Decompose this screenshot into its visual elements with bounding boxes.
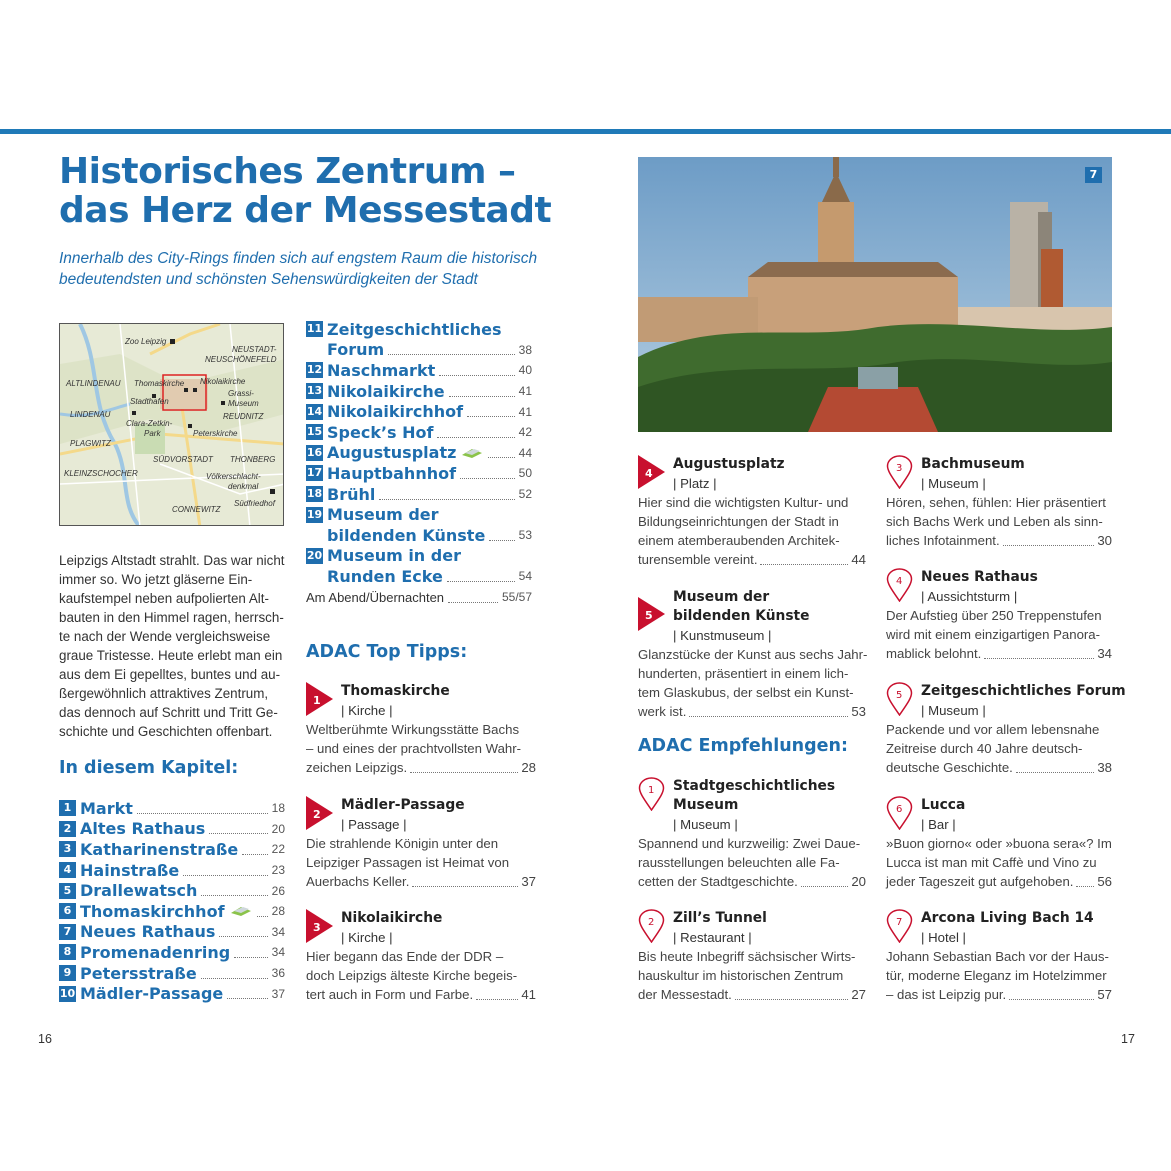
chapter-number: 14 xyxy=(306,404,323,418)
map-label-clara-1: Clara-Zetkin- xyxy=(126,419,173,428)
recommendation-marker-icon xyxy=(886,909,913,943)
leader-dots xyxy=(1016,771,1095,773)
chapter-item[interactable] xyxy=(306,401,532,422)
tip-desc-line: sich Bachs Werk und Leben als sinn- xyxy=(886,514,1103,529)
tip-category: | Hotel | xyxy=(921,930,966,945)
map-label-suedvorstadt: SÜDVORSTADT xyxy=(153,455,213,464)
title-line-1: Historisches Zentrum – xyxy=(59,151,516,192)
chapter-number: 9 xyxy=(59,965,76,981)
map-label-thonberg: THONBERG xyxy=(230,455,276,464)
chapter-name: Petersstraße xyxy=(80,963,197,983)
top-tip-number: 5 xyxy=(645,609,653,622)
tip-desc-line: tem Glaskubus, der selbst ein Kunst- xyxy=(638,685,854,700)
tip-page: 57 xyxy=(1097,987,1112,1002)
map-label-suedfriedhof: Südfriedhof xyxy=(234,499,275,508)
recommendation-1[interactable] xyxy=(638,777,866,891)
leader-dots xyxy=(183,865,267,876)
leader-dots xyxy=(489,530,514,541)
chapter-page: 52 xyxy=(518,487,532,502)
recommendations-heading: ADAC Empfehlungen: xyxy=(638,736,848,756)
recommendation-number: 4 xyxy=(896,576,903,587)
city-hall-photo xyxy=(638,157,1112,432)
tip-page: 37 xyxy=(521,874,536,889)
tip-desc-line: Bildungseinrichtungen der Stadt in xyxy=(638,514,839,529)
tip-desc-line: hunderten, präsentiert in einem lich- xyxy=(638,666,849,681)
map-label-neustadt: NEUSTADT- xyxy=(232,345,277,354)
tip-desc-line: rausstellungen beleuchten alle Fa- xyxy=(638,855,840,870)
chapter-item[interactable] xyxy=(59,798,285,819)
chapter-name: Zeitgeschichtliches xyxy=(327,319,502,339)
chapter-item[interactable] xyxy=(59,880,285,901)
tip-desc-line: Glanzstücke der Kunst aus sechs Jahr- xyxy=(638,647,868,662)
tip-name: Nikolaikirche xyxy=(341,910,443,926)
tip-desc-line: tür, moderne Eleganz im Hotelzimmer xyxy=(886,968,1107,983)
chapter-number: 16 xyxy=(306,445,323,459)
chapter-page: 18 xyxy=(271,801,285,816)
page-number-left: 16 xyxy=(38,1032,52,1046)
top-tip-marker-icon xyxy=(306,909,333,943)
photo-illustration xyxy=(638,157,1112,432)
evening-label: Am Abend/Übernachten xyxy=(306,589,445,605)
tip-page: 27 xyxy=(851,987,866,1002)
tip-page: 44 xyxy=(851,552,866,567)
tip-desc-line: »Buon giorno« oder »buona sera«? Im xyxy=(886,836,1112,851)
tip-name: Neues Rathaus xyxy=(921,569,1038,585)
top-tip-number: 2 xyxy=(313,808,321,821)
chapter-page: 37 xyxy=(271,986,285,1001)
chapter-page: 36 xyxy=(271,966,285,981)
intro-line: kaufstempel neben aufpolierten Alt- xyxy=(59,591,269,606)
intro-line: Leipzigs Altstadt strahlt. Das war nicht xyxy=(59,553,285,568)
chapter-page: 34 xyxy=(271,924,285,939)
tip-desc-line: Leipziger Passagen ist Heimat von xyxy=(306,855,510,870)
tip-desc-line: Hören, sehen, fühlen: Hier präsentiert xyxy=(886,495,1106,510)
photo-number-badge: 7 xyxy=(1085,167,1102,183)
intro-line: das dennoch auf Schritt und Tritt Ge- xyxy=(59,705,278,720)
chapter-item[interactable] xyxy=(59,819,285,840)
tip-page: 38 xyxy=(1097,760,1112,775)
leader-dots xyxy=(476,998,518,1000)
tip-desc-line: Johann Sebastian Bach vor der Haus- xyxy=(886,949,1109,964)
tip-desc-line: doch Leipzigs älteste Kirche begeis- xyxy=(306,968,518,983)
top-tip-2[interactable] xyxy=(306,796,536,891)
top-tip-4[interactable] xyxy=(638,455,866,569)
chapter-item[interactable] xyxy=(59,942,285,963)
chapter-item[interactable] xyxy=(59,839,285,860)
intro-line: bauten in den Himmel ragen, herrsch- xyxy=(59,610,284,625)
tip-category: | Kirche | xyxy=(341,930,393,945)
tip-category: | Museum | xyxy=(921,476,986,491)
top-tip-number: 1 xyxy=(313,694,321,707)
chapter-name: Nikolaikirchhof xyxy=(327,402,464,422)
recommendation-number: 7 xyxy=(896,917,903,928)
leader-dots xyxy=(201,968,268,979)
tip-desc-line: Weltberühmte Wirkungsstätte Bachs xyxy=(306,722,520,737)
leader-dots xyxy=(437,427,514,438)
recommendation-2[interactable] xyxy=(638,909,866,1004)
recommendation-4[interactable] xyxy=(886,568,1112,663)
tip-page: 56 xyxy=(1097,874,1112,889)
tip-category: | Platz | xyxy=(673,476,717,491)
leader-dots xyxy=(137,803,268,814)
chapter-item[interactable] xyxy=(306,484,532,505)
chapter-page: 26 xyxy=(271,883,285,898)
leader-dots xyxy=(209,823,267,834)
tip-name: Arcona Living Bach 14 xyxy=(921,910,1094,926)
tip-desc-line: Die strahlende Königin unter den xyxy=(306,836,499,851)
intro-line: immer so. Wo jetzt gläserne Ein- xyxy=(59,572,253,587)
chapter-name: Speck’s Hof xyxy=(327,422,434,442)
intro-text xyxy=(59,551,285,741)
evening-page: 55/57 xyxy=(501,590,532,605)
recommendation-number: 6 xyxy=(896,804,903,815)
top-tip-marker-icon xyxy=(306,682,333,716)
tip-name: bildenden Künste xyxy=(673,608,810,624)
chapter-item[interactable] xyxy=(59,860,285,881)
leader-dots xyxy=(449,386,515,397)
tip-desc-line: – und eines der prachtvollsten Wahr- xyxy=(306,741,522,756)
leader-dots xyxy=(257,906,268,917)
tip-name: Mädler-Passage xyxy=(341,797,465,813)
chapter-page: 28 xyxy=(271,904,285,919)
recommendation-7[interactable] xyxy=(886,909,1112,1004)
chapter-name: Nikolaikirche xyxy=(327,381,445,401)
tip-desc-line: Bis heute Inbegriff sächsischer Wirts- xyxy=(638,949,856,964)
map-label-altlindenau: ALTLINDENAU xyxy=(66,379,121,388)
chapter-name: Hainstraße xyxy=(80,860,180,880)
leader-dots xyxy=(448,592,498,603)
chapter-name: Drallewatsch xyxy=(80,881,198,901)
chapter-name: Promenadenring xyxy=(80,942,231,962)
top-tip-number: 3 xyxy=(313,921,321,934)
chapter-number: 11 xyxy=(306,322,323,336)
chapter-name: Mädler-Passage xyxy=(80,984,224,1004)
tip-desc-line: werk ist. xyxy=(638,704,687,719)
chapter-number: 15 xyxy=(306,425,323,439)
chapter-item[interactable] xyxy=(59,983,285,1004)
top-tip-marker-icon xyxy=(306,796,333,830)
chapter-page: 41 xyxy=(518,404,532,419)
map-label-voelker-1: Völkerschlacht- xyxy=(206,472,261,481)
chapter-name: Augustusplatz xyxy=(327,443,457,463)
chapter-list-1 xyxy=(59,798,285,1004)
leader-dots xyxy=(410,771,518,773)
recommendation-number: 3 xyxy=(896,463,903,474)
leader-dots xyxy=(379,489,514,500)
chapter-page: 23 xyxy=(271,863,285,878)
map-label-plagwitz: PLAGWITZ xyxy=(70,439,111,448)
chapter-number: 17 xyxy=(306,466,323,480)
top-tips-heading: ADAC Top Tipps: xyxy=(306,642,468,662)
tip-desc-line: Lucca ist man mit Caffè und Vino zu xyxy=(886,855,1097,870)
tip-name: Museum xyxy=(673,797,739,813)
walking-tour-icon xyxy=(229,905,253,917)
chapter-item-cont[interactable] xyxy=(306,340,532,361)
chapter-number: 12 xyxy=(306,363,323,377)
top-tip-marker-icon xyxy=(638,455,665,489)
chapter-item[interactable] xyxy=(306,360,532,381)
subtitle-line-2: bedeutendsten und schönsten Sehenswürdigkeiten der Stadt xyxy=(59,271,478,288)
recommendation-marker-icon xyxy=(886,455,913,489)
leader-dots xyxy=(219,926,267,937)
chapter-name: Museum der xyxy=(327,505,439,525)
leader-dots xyxy=(447,571,515,582)
chapter-page: 22 xyxy=(271,842,285,857)
chapter-item-cont[interactable] xyxy=(306,566,532,587)
leader-dots xyxy=(467,406,515,417)
tip-desc-line: Auerbachs Keller. xyxy=(306,874,410,889)
tip-desc-line: Hier begann das Ende der DDR – xyxy=(306,949,504,964)
map-label-grassi-1: Grassi- xyxy=(228,389,254,398)
chapter-heading: In diesem Kapitel: xyxy=(59,758,239,778)
chapter-page: 54 xyxy=(518,569,532,584)
chapter-number: 7 xyxy=(59,924,76,940)
chapter-name: Thomaskirchhof xyxy=(80,901,225,921)
chapter-number: 5 xyxy=(59,883,76,899)
leader-dots xyxy=(488,447,514,458)
tip-name: Augustusplatz xyxy=(673,456,785,472)
tip-page: 28 xyxy=(521,760,536,775)
tip-name: Lucca xyxy=(921,797,966,813)
leader-dots xyxy=(234,947,267,958)
map-label-lindenau: LINDENAU xyxy=(70,410,111,419)
tip-desc-line: Hier sind die wichtigsten Kultur- und xyxy=(638,495,849,510)
tip-category: | Aussichtsturm | xyxy=(921,589,1018,604)
map-label-peterskirche: Peterskirche xyxy=(193,429,238,438)
intro-line: ßergewöhnlich attraktives Zentrum, xyxy=(59,686,269,701)
leader-dots xyxy=(388,344,514,355)
tip-desc-line: wird mit einem einzigartigen Panora- xyxy=(886,627,1101,642)
leader-dots xyxy=(201,885,267,896)
top-tip-3[interactable] xyxy=(306,909,536,1004)
map-label-voelker-2: denkmal xyxy=(228,482,259,491)
chapter-page: 44 xyxy=(518,445,532,460)
top-tip-marker-icon xyxy=(638,597,665,631)
chapter-name: Runden Ecke xyxy=(327,566,443,586)
recommendation-marker-icon xyxy=(886,568,913,602)
chapter-number: 20 xyxy=(306,548,323,562)
tip-desc-line: mablick belohnt. xyxy=(886,646,982,661)
title-line-2: das Herz der Messestadt xyxy=(59,190,552,231)
chapter-item[interactable] xyxy=(306,381,532,402)
chapter-page: 53 xyxy=(518,528,532,543)
recommendation-marker-icon xyxy=(886,682,913,716)
chapter-name: bildenden Künste xyxy=(327,525,486,545)
tip-page: 53 xyxy=(851,704,866,719)
map-label-kleinzschocher: KLEINZSCHOCHER xyxy=(64,469,138,478)
tip-desc-line: turensemble vereint. xyxy=(638,552,758,567)
leader-dots xyxy=(735,998,849,1000)
map-label-grassi-2: Museum xyxy=(228,399,259,408)
tip-page: 41 xyxy=(521,987,536,1002)
chapter-name: Hauptbahnhof xyxy=(327,463,457,483)
map-label-clara-2: Park xyxy=(144,429,161,438)
recommendation-number: 1 xyxy=(648,785,655,796)
intro-line: graue Tristesse. Heute erlebt man ein xyxy=(59,648,283,663)
recommendation-number: 5 xyxy=(896,690,903,701)
tip-category: | Museum | xyxy=(673,817,738,832)
recommendation-number: 2 xyxy=(648,917,655,928)
chapter-page: 34 xyxy=(271,945,285,960)
chapter-name: Katharinenstraße xyxy=(80,839,239,859)
evening-item[interactable] xyxy=(306,587,532,608)
map-label-nikolaikirche: Nikolaikirche xyxy=(200,377,246,386)
map-label-neuschoenefeld: NEUSCHÖNEFELD xyxy=(205,355,277,364)
leader-dots xyxy=(689,715,848,717)
tip-desc-line: deutsche Geschichte. xyxy=(886,760,1013,775)
leader-dots xyxy=(801,885,849,887)
map-label-stadthafen: Stadthafen xyxy=(130,397,169,406)
chapter-name: Brühl xyxy=(327,484,376,504)
leader-dots xyxy=(412,885,518,887)
top-tip-5[interactable] xyxy=(638,588,866,721)
tip-name: Thomaskirche xyxy=(341,683,450,699)
recommendation-marker-icon xyxy=(638,909,665,943)
recommendation-5[interactable] xyxy=(886,682,1126,777)
chapter-item[interactable] xyxy=(59,963,285,984)
chapter-item[interactable] xyxy=(306,546,532,567)
leader-dots xyxy=(1009,998,1094,1000)
chapter-page: 41 xyxy=(518,384,532,399)
tip-category: | Kirche | xyxy=(341,703,393,718)
chapter-page: 50 xyxy=(518,466,532,481)
tip-desc-line: Spannend und kurzweilig: Zwei Daue- xyxy=(638,836,861,851)
chapter-number: 13 xyxy=(306,384,323,398)
chapter-name: Naschmarkt xyxy=(327,360,436,380)
chapter-name: Altes Rathaus xyxy=(80,819,206,839)
chapter-page: 20 xyxy=(271,821,285,836)
chapter-item[interactable] xyxy=(59,922,285,943)
intro-line: schichte und Geschichten offenbart. xyxy=(59,724,273,739)
tip-name: Museum der xyxy=(673,589,770,605)
walking-tour-icon xyxy=(460,447,484,459)
chapter-item[interactable] xyxy=(306,319,532,340)
tip-desc-line: Der Aufstieg über 250 Treppenstufen xyxy=(886,608,1102,623)
recommendation-marker-icon xyxy=(886,796,913,830)
chapter-page: 42 xyxy=(518,425,532,440)
chapter-number: 3 xyxy=(59,841,76,857)
tip-name: Zill’s Tunnel xyxy=(673,910,767,926)
leader-dots xyxy=(439,365,514,376)
leader-dots xyxy=(227,988,267,999)
chapter-number: 18 xyxy=(306,487,323,501)
chapter-number: 2 xyxy=(59,821,76,837)
chapter-number: 19 xyxy=(306,507,323,521)
chapter-name: Forum xyxy=(327,340,385,360)
tip-desc-line: tert auch in Form und Farbe. xyxy=(306,987,474,1002)
chapter-number: 6 xyxy=(59,903,76,919)
tip-desc-line: liches Infotainment. xyxy=(886,533,1000,548)
top-accent-bar xyxy=(0,129,1171,134)
chapter-item[interactable] xyxy=(306,422,532,443)
chapter-page: 38 xyxy=(518,342,532,357)
city-map xyxy=(59,323,284,526)
intro-line: te nach der Wende vergleichsweise xyxy=(59,629,271,644)
leader-dots xyxy=(984,657,1094,659)
chapter-item[interactable] xyxy=(59,901,285,922)
chapter-item-cont[interactable] xyxy=(306,525,532,546)
tip-desc-line: cetten der Stadtgeschichte. xyxy=(638,874,798,889)
chapter-list-2 xyxy=(306,319,532,607)
chapter-number: 4 xyxy=(59,862,76,878)
page-subtitle xyxy=(59,248,559,290)
tip-name: Bachmuseum xyxy=(921,456,1025,472)
map-label-reudnitz: REUDNITZ xyxy=(223,412,264,421)
page-title xyxy=(59,152,579,230)
chapter-item[interactable] xyxy=(306,504,532,525)
chapter-item[interactable] xyxy=(306,443,532,464)
chapter-number: 8 xyxy=(59,944,76,960)
intro-line: aus dem Ei gepelltes, buntes und au- xyxy=(59,667,281,682)
tip-desc-line: zeichen Leipzigs. xyxy=(306,760,408,775)
tip-desc-line: Packende und vor allem lebensnahe xyxy=(886,722,1100,737)
chapter-number: 10 xyxy=(59,986,76,1000)
chapter-name: Museum in der xyxy=(327,546,461,566)
map-label-zoo: Zoo Leipzig xyxy=(125,337,167,346)
leader-dots xyxy=(1003,544,1095,546)
tip-category: | Restaurant | xyxy=(673,930,752,945)
recommendation-marker-icon xyxy=(638,777,665,811)
tip-desc-line: der Messestadt. xyxy=(638,987,732,1002)
top-tip-number: 4 xyxy=(645,467,653,480)
leader-dots xyxy=(760,563,848,565)
leader-dots xyxy=(1076,885,1094,887)
recommendation-3[interactable] xyxy=(886,455,1112,550)
tip-category: | Kunstmuseum | xyxy=(673,628,772,643)
map-label-connewitz: CONNEWITZ xyxy=(172,505,221,514)
tip-desc-line: – das ist Leipzig pur. xyxy=(886,987,1007,1002)
tip-desc-line: Zeitreise durch 40 Jahre deutsch- xyxy=(886,741,1083,756)
tip-page: 30 xyxy=(1097,533,1112,548)
chapter-number: 1 xyxy=(59,800,76,816)
top-tip-1[interactable] xyxy=(306,682,536,777)
leader-dots xyxy=(242,844,267,855)
leader-dots xyxy=(460,468,515,479)
chapter-item[interactable] xyxy=(306,463,532,484)
tip-desc-line: hauskultur im historischen Zentrum xyxy=(638,968,844,983)
map-label-thomaskirche: Thomaskirche xyxy=(134,379,185,388)
tip-desc-line: einem atemberaubenden Architek- xyxy=(638,533,840,548)
tip-category: | Bar | xyxy=(921,817,956,832)
chapter-name: Neues Rathaus xyxy=(80,922,216,942)
tip-desc-line: jeder Tageszeit gut aufgehoben. xyxy=(886,874,1074,889)
tip-name: Stadtgeschichtliches xyxy=(673,778,836,794)
subtitle-line-1: Innerhalb des City-Rings finden sich auf engstem Raum die historisch xyxy=(59,250,538,267)
recommendation-6[interactable] xyxy=(886,796,1112,891)
tip-category: | Museum | xyxy=(921,703,986,718)
tip-category: | Passage | xyxy=(341,817,407,832)
tip-page: 20 xyxy=(851,874,866,889)
tip-name: Zeitgeschichtliches Forum xyxy=(921,683,1126,699)
page-number-right: 17 xyxy=(1121,1032,1135,1046)
chapter-page: 40 xyxy=(518,363,532,378)
tip-page: 34 xyxy=(1097,646,1112,661)
chapter-name: Markt xyxy=(80,798,133,818)
